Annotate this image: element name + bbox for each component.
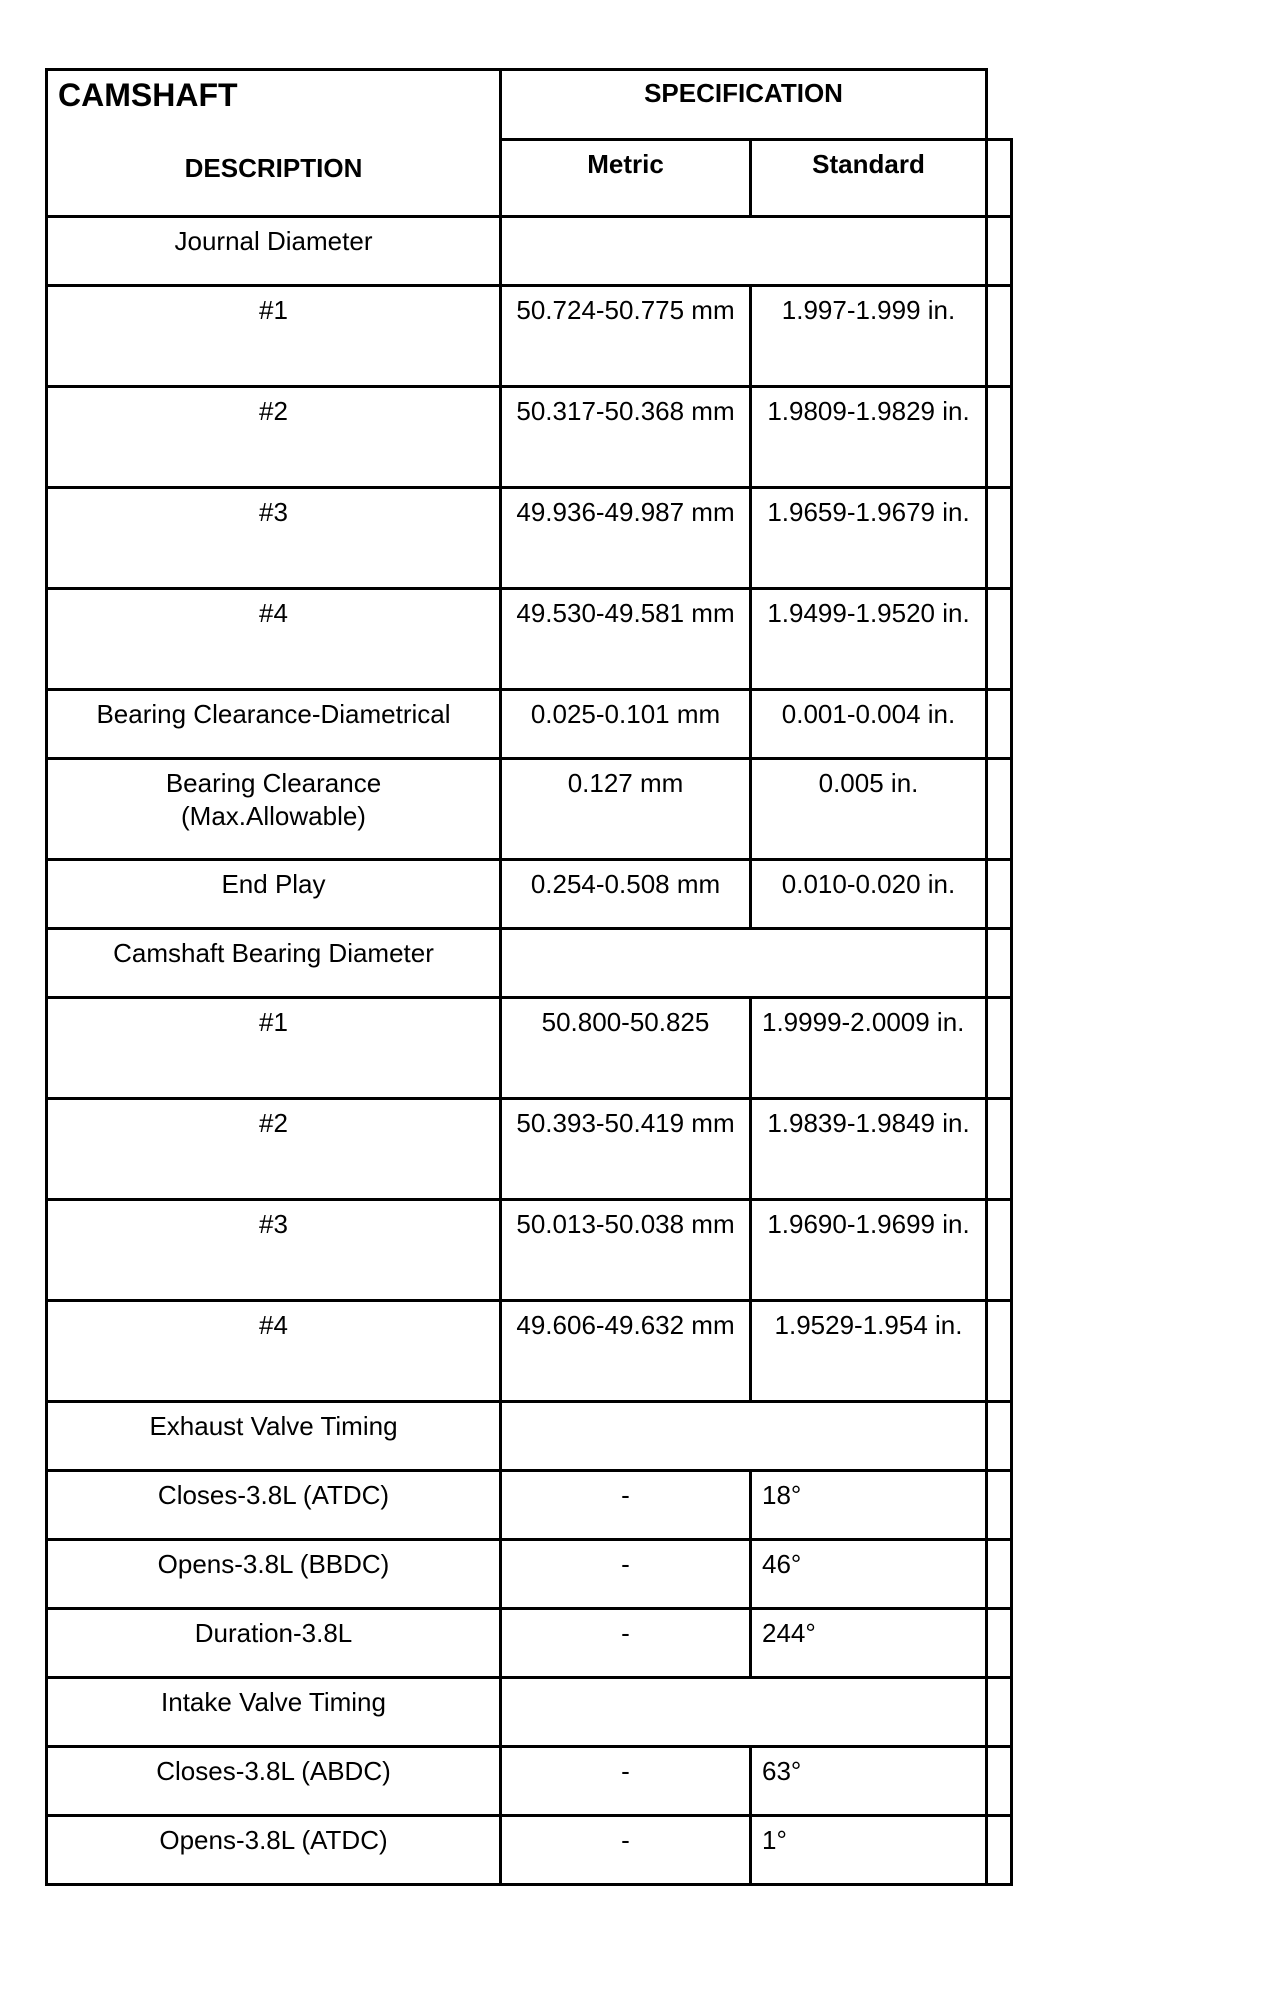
- metric-cell: 49.530-49.581 mm: [501, 589, 751, 690]
- standard-cell: 1.9690-1.9699 in.: [751, 1200, 987, 1301]
- standard-cell: 1.9999-2.0009 in.: [751, 998, 987, 1099]
- description-cell: Opens-3.8L (BBDC): [47, 1540, 501, 1609]
- metric-cell: 50.393-50.419 mm: [501, 1099, 751, 1200]
- right-strip: [987, 759, 1012, 860]
- section-label: Camshaft Bearing Diameter: [47, 929, 501, 998]
- table-row: [47, 1200, 1012, 1301]
- standard-cell: 1.9499-1.9520 in.: [751, 589, 987, 690]
- right-strip: [987, 1816, 1012, 1885]
- right-strip: [987, 1301, 1012, 1402]
- standard-cell: 244°: [751, 1609, 987, 1678]
- right-strip: [987, 860, 1012, 929]
- header-row-top: [47, 70, 1012, 140]
- section-label: Intake Valve Timing: [47, 1678, 501, 1747]
- table-row: [47, 759, 1012, 860]
- right-strip: [987, 998, 1012, 1099]
- right-strip: [987, 1471, 1012, 1540]
- description-cell: Bearing Clearance (Max.Allowable): [47, 759, 501, 860]
- right-strip: [987, 217, 1012, 286]
- standard-cell: 0.005 in.: [751, 759, 987, 860]
- right-strip: [987, 589, 1012, 690]
- metric-cell: 0.127 mm: [501, 759, 751, 860]
- standard-header: Standard: [751, 140, 987, 217]
- table-row: [47, 1540, 1012, 1609]
- standard-cell: 1.9529-1.954 in.: [751, 1301, 987, 1402]
- table-row: [47, 1816, 1012, 1885]
- standard-cell: 1°: [751, 1816, 987, 1885]
- right-strip: [987, 690, 1012, 759]
- section-row: [47, 217, 1012, 286]
- table-row: [47, 286, 1012, 387]
- metric-cell: 0.254-0.508 mm: [501, 860, 751, 929]
- description-cell: #1: [47, 286, 501, 387]
- description-cell: Bearing Clearance-Diametrical: [47, 690, 501, 759]
- camshaft-spec-table: [45, 68, 1013, 1886]
- description-cell: #2: [47, 387, 501, 488]
- metric-cell: -: [501, 1609, 751, 1678]
- description-cell: #4: [47, 589, 501, 690]
- right-strip: [987, 1609, 1012, 1678]
- standard-cell: 46°: [751, 1540, 987, 1609]
- header-row-sub: [47, 140, 1012, 217]
- section-label: Journal Diameter: [47, 217, 501, 286]
- table-row: [47, 589, 1012, 690]
- section-row: [47, 1678, 1012, 1747]
- metric-cell: -: [501, 1747, 751, 1816]
- section-row: [47, 929, 1012, 998]
- metric-cell: -: [501, 1816, 751, 1885]
- right-strip: [987, 1678, 1012, 1747]
- standard-cell: 1.9839-1.9849 in.: [751, 1099, 987, 1200]
- description-cell: Closes-3.8L (ABDC): [47, 1747, 501, 1816]
- standard-cell: 0.010-0.020 in.: [751, 860, 987, 929]
- standard-cell: 1.9659-1.9679 in.: [751, 488, 987, 589]
- metric-cell: 50.724-50.775 mm: [501, 286, 751, 387]
- right-strip: [987, 488, 1012, 589]
- section-label: Exhaust Valve Timing: [47, 1402, 501, 1471]
- table-row: [47, 1471, 1012, 1540]
- right-strip: [987, 1402, 1012, 1471]
- metric-cell: 50.800-50.825: [501, 998, 751, 1099]
- metric-cell: 0.025-0.101 mm: [501, 690, 751, 759]
- table-title: CAMSHAFT: [47, 70, 501, 140]
- description-cell: Duration-3.8L: [47, 1609, 501, 1678]
- table-row: [47, 1609, 1012, 1678]
- standard-cell: 1.997-1.999 in.: [751, 286, 987, 387]
- table-row: [47, 1099, 1012, 1200]
- standard-cell: 1.9809-1.9829 in.: [751, 387, 987, 488]
- description-cell: Closes-3.8L (ATDC): [47, 1471, 501, 1540]
- right-strip: [987, 1099, 1012, 1200]
- standard-cell: 0.001-0.004 in.: [751, 690, 987, 759]
- table-row: [47, 1747, 1012, 1816]
- section-blank: [501, 1402, 987, 1471]
- metric-header: Metric: [501, 140, 751, 217]
- right-strip: [987, 1747, 1012, 1816]
- right-strip: [987, 387, 1012, 488]
- right-strip: [987, 929, 1012, 998]
- table-row: [47, 998, 1012, 1099]
- table-row: [47, 690, 1012, 759]
- description-header: DESCRIPTION: [47, 140, 501, 217]
- standard-cell: 18°: [751, 1471, 987, 1540]
- description-cell: #1: [47, 998, 501, 1099]
- description-cell: End Play: [47, 860, 501, 929]
- description-cell: #3: [47, 488, 501, 589]
- right-strip: [987, 1540, 1012, 1609]
- section-blank: [501, 217, 987, 286]
- standard-cell: 63°: [751, 1747, 987, 1816]
- table-row: [47, 488, 1012, 589]
- section-row: [47, 1402, 1012, 1471]
- metric-cell: 49.606-49.632 mm: [501, 1301, 751, 1402]
- metric-cell: -: [501, 1471, 751, 1540]
- section-blank: [501, 1678, 987, 1747]
- description-cell: #3: [47, 1200, 501, 1301]
- right-strip: [987, 286, 1012, 387]
- metric-cell: 50.317-50.368 mm: [501, 387, 751, 488]
- header-blank-strip: [987, 70, 1012, 140]
- right-strip: [987, 140, 1012, 217]
- metric-cell: 50.013-50.038 mm: [501, 1200, 751, 1301]
- description-cell: #2: [47, 1099, 501, 1200]
- description-cell: Opens-3.8L (ATDC): [47, 1816, 501, 1885]
- table-row: [47, 860, 1012, 929]
- metric-cell: -: [501, 1540, 751, 1609]
- right-strip: [987, 1200, 1012, 1301]
- specification-header: SPECIFICATION: [501, 70, 987, 140]
- section-blank: [501, 929, 987, 998]
- metric-cell: 49.936-49.987 mm: [501, 488, 751, 589]
- description-cell: #4: [47, 1301, 501, 1402]
- table-row: [47, 1301, 1012, 1402]
- table-row: [47, 387, 1012, 488]
